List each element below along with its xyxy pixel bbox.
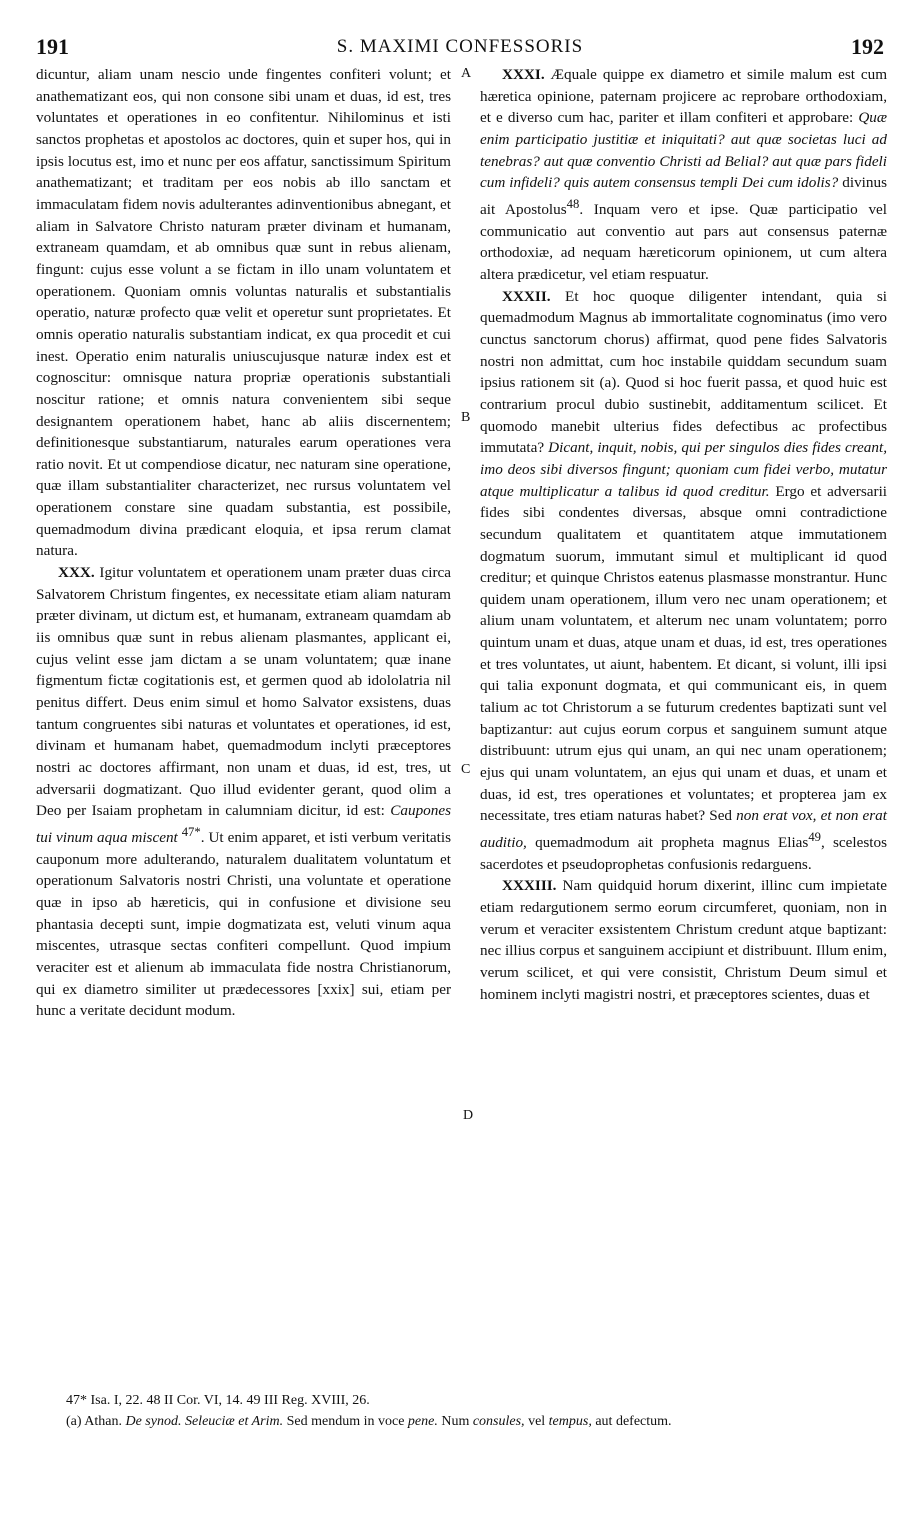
running-title: S. MAXIMI CONFESSORIS	[336, 36, 584, 57]
section-text: divinus ait Apostolus	[480, 174, 887, 218]
note-text: Sed mendum in voce	[286, 1414, 405, 1429]
page-number-right: 192	[851, 34, 884, 59]
section-31	[480, 64, 887, 286]
quotation: Caupones tui vinum aqua miscent	[36, 802, 452, 847]
editor-note	[36, 1413, 886, 1430]
note-italic: tempus,	[548, 1414, 592, 1429]
right-column	[480, 64, 887, 1005]
page-header	[36, 34, 884, 62]
section-text: Nam quidquid horum dixerint, illinc cum impietate etiam redargutionem sermo eorum circumferet, quoniam, non in verum et veraciter exsistentem Christum credunt atque baptizant: nec illius corpus et sanguinem accipiunt et distribuunt. Illum enim, verum scilicet, et qui vere consistit, Christum Deum simul et hominem inclyti magistri nostri, et præceptores scientes, duas et	[480, 877, 887, 1003]
section-text: Et hoc quoque diligenter intendant, quia si quemadmodum Magnus ab immortalitate cognominatus (imo vero cunctus sanctorum chorus) affirmat, quod pene fides Salvatoris nostri non admittat, cum hoc instabile quiddam secundum suam ipsius rationem sit (a). Quod si hoc fuerit passa, et quod huic est contrarium procul dubio sustinebit, additamentum scilicet. Et quomodo manebit ulterius fides defectibus ac profectibus immutata?	[480, 287, 887, 457]
paragraph-continuation: dicuntur, aliam unam nescio unde fingentes confiteri volunt; et anathematizant eos, qui non consone sibi unam et duas, id est, tres voluntates et operationes in eo confitentur. Nihilominus et isti sanctos prophetas et apostolos ac doctores, quin et super hos, qui in ipsis locutus est, imo et nunc per eos affatur, sanctissimum Spiritum anathematizant; et traditam per eos nobis ab illo sanctam et immaculatam fidem novis adulterantes adinventionibus abnegant, et aliam in Salvatore Christo naturam præter divinam et humanam, extraneam quamdam, et ab omnibus quæ sunt in rebus alienam, fingunt: cujus esse volunt a se fictam in illo unam voluntatem et operationem. Quoniam omnis voluntas naturalis et substantialis operatio, naturæ profecto quæ velit et operetur sunt proprietates. Et omnis operatio naturalis substantiam indicat, ex qua procedit et cui inest. Operatio enim naturalis uniuscujusque naturæ index est et cognoscitur: omnisque natura propriæ operationis substantiali noscitur ratione; et omnis natura convenientem sibi seque designantem operationem habet, hanc ab aliis discernentem; definitionesque substantiarum, naturales earum operationes vera ratio novit. Et ut compendiose dicatur, nec naturam sine operatione, quæ illam substantialiter characterizet, nec rursus voluntatem vel operationem constare sine quadam substantia, est possibile, quemadmodum divina prædicant eloquia, et ipsa rerum clamat natura.	[36, 66, 451, 560]
margin-marker-a: A	[461, 66, 472, 81]
section-32	[480, 286, 887, 876]
section-30	[36, 562, 451, 1022]
section-text: Æquale quippe ex diametro et simile malum est cum hæretica opinione, paternam projicere ac reprobare orthodoxiam, et e diverso cum hac, pariter et illam confiteri et approbare:	[480, 66, 888, 127]
section-number: XXX.	[58, 564, 95, 582]
section-number: XXXII.	[502, 287, 551, 305]
scripture-references: 47* Isa. I, 22. 48 II Cor. VI, 14. 49 III Reg. XVIII, 26.	[66, 1393, 370, 1408]
footnote-ref: 49	[808, 830, 821, 845]
margin-marker-b: B	[461, 410, 471, 425]
section-text: , scelestos sacerdotes et pseudoprophetas confusionis redarguens.	[480, 834, 887, 873]
note-italic: consules,	[472, 1414, 525, 1429]
page-number-left: 191	[36, 34, 69, 59]
section-number: XXXIII.	[502, 877, 557, 895]
section-text: . Inquam vero et ipse. Quæ participatio vel communicatio aut conventio aut pars aut consensus paternæ orthodoxiæ, ad nequam hæreticorum opinionem, ut cum altera altera prædicetur, vel etiam respuatur.	[480, 201, 887, 283]
footnote-ref: 48	[566, 196, 580, 211]
section-text: quemadmodum ait propheta magnus Elias	[535, 834, 809, 852]
section-text: Ergo et adversarii fides sibi condentes diversas, absque omni contradictione secundum qualitatem et quantitatem atque immutationem dogmatum suorum, immutant simul et multiplicant id quod creditur; et quinque Christos eatenus plasmasse monstrantur. Hunc quidem unam operationem, illum vero nec unam operationem; et alium unam voluntatem, et alterum nec unam voluntatem; porro quintum unam et duas, atque unam et duas, id est, tres operationes et tres voluntates, ut aiunt, habentem. Et dicant, si volunt, illi ipsi qui talia exponunt dogmata, et qui communicant eis, in quem talium ac tot Christorum a se futurum credentes baptizati sunt vel baptizantur: aut cujus eorum corpus et sanguinem sumunt atque distribuunt: utrum ejus qui unam, an qui nec unam operationem; ejus qui unam voluntatem, an ejus qui unam et duas, et unam et duas, id est, tres operationes et voluntates; et propterea jam ex necessitate, tres etiam naturas habet? Sed	[480, 482, 888, 825]
section-text: Igitur voluntatem et operationem unam præter duas circa Salvatorem Christum fingentes, ex necessitate etiam aliam naturam præter divinam, ut dictum est, et humanam, extraneam quamdam ab iis omnibus quæ sunt in rebus alienam plasmantes, applicant ei, cujus velint esse jam dictam a se unam voluntatem; quæ inane figmentum fictæ cogitationis est, et germen quod ab idololatria nil penitus differt. Deus enim simul et homo Salvator exsistens, duas tantum congruentes sibi naturas et voluntates et operationes, id est, divinam et humanam habet, quemadmodum inclyti præceptores nostri ac doctores affirmant, non unam et duas, id est, tres, ut adversarii dogmatizant. Quo illud evidenter gerant, quod olim a Deo per Isaiam prophetam in calumniam dicitur, id est:	[36, 564, 451, 820]
quotation: Dicant, inquit, nobis, qui per singulos dies fides creant, imo deos sibi diversos fingunt; quoniam cum fidei verbo, mutatur atque multiplicatur a talibus id quod creditur.	[480, 439, 888, 500]
quotation: non erat vox, et non erat auditio,	[480, 807, 887, 852]
section-number: XXXI.	[502, 66, 545, 83]
note-text: vel	[528, 1414, 546, 1429]
footnote-ref: 47*	[181, 824, 201, 839]
note-italic: De synod. Seleuciæ et Arim.	[125, 1414, 284, 1429]
note-text: Num	[441, 1414, 470, 1429]
left-column	[36, 64, 451, 1022]
note-italic: pene.	[407, 1414, 438, 1429]
section-33	[480, 875, 887, 1005]
footnotes	[36, 1393, 886, 1430]
note-label: (a) Athan.	[66, 1414, 122, 1429]
quotation: Quæ enim participatio justitiæ et iniquitati? aut quæ societas luci ad tenebras? aut quæ conventio Christi ad Belial? aut quæ pars fideli cum infideli? quis autem consensus templi Dei cum idolis?	[480, 109, 888, 192]
note-text: aut defectum.	[595, 1414, 672, 1429]
margin-marker-d: D	[463, 1108, 474, 1123]
section-text: . Ut enim apparet, et isti verbum veritatis cauponum more adulterando, naturalem dualitatem voluntatum et operationum Salvatoris nostri Christi, una voluntate et operatione quæ in ipso ab hæreticis, qui in confusione et divisione seu phantasia decepti sunt, impie dogmatizata est, veluti vinum aqua miscentes, utrasque sectas confiteri compellunt. Quod impium veraciter est et alienum ab immaculata fide nostra Christianorum, qui ex diametro similiter ut prædecessores [xxix] sui, etiam per hunc a veritate decidunt modum.	[36, 829, 452, 1020]
margin-marker-c: C	[461, 762, 471, 777]
